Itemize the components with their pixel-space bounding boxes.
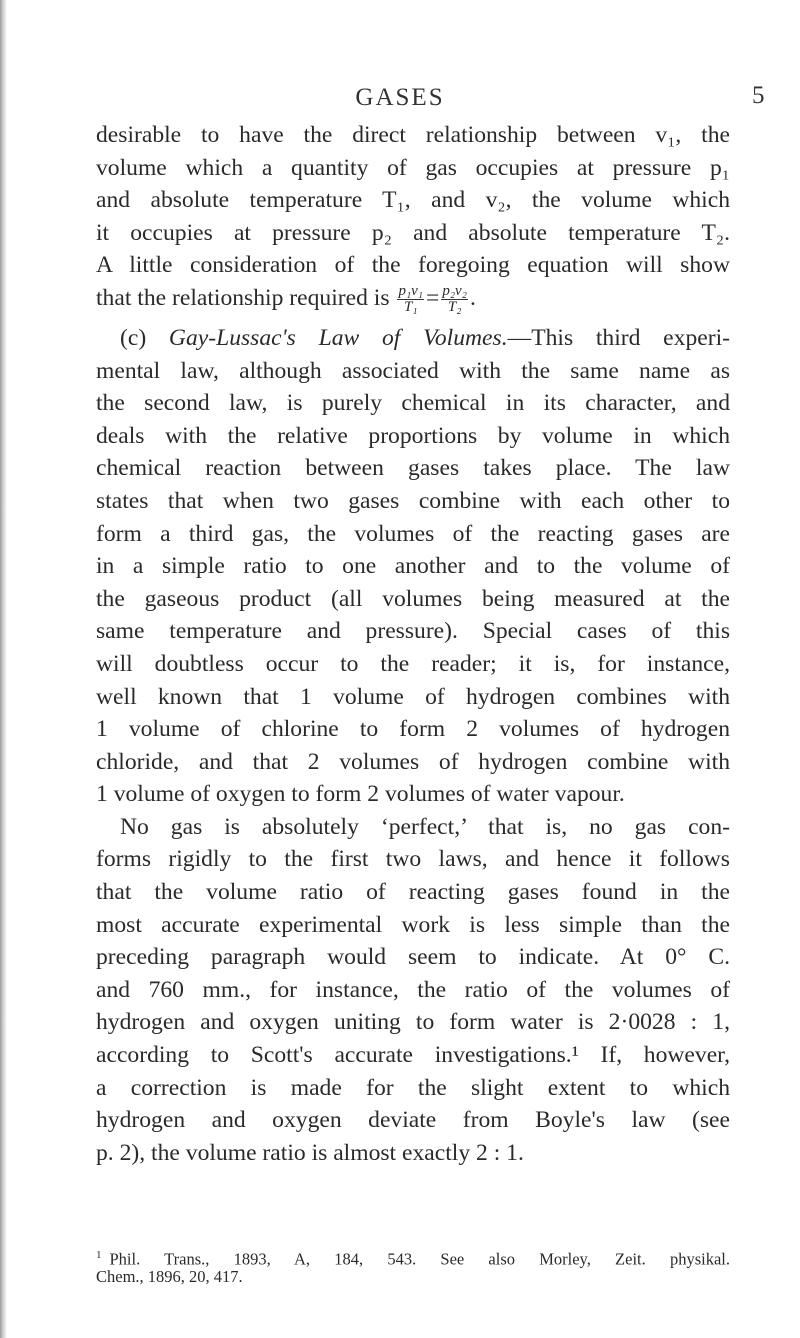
equation-equals: = — [426, 284, 440, 311]
footnote-line: Chem., 1896, 20, 417. — [96, 1267, 243, 1286]
text-line: No gas is absolutely ‘perfect,’ that is, no gas con- — [120, 813, 730, 840]
section-title: Gay-Lussac's Law of Volumes. — [168, 324, 508, 351]
text-line: preceding paragraph would seem to indicate. At 0° C. — [96, 944, 730, 971]
text-line: hydrogen and oxygen uniting to form water is 2·0028 : 1, — [96, 1009, 730, 1036]
text-line: well known that 1 volume of hydrogen combines with — [96, 683, 730, 710]
text-line: chloride, and that 2 volumes of hydrogen combine with — [96, 748, 730, 775]
footnotes — [96, 1244, 730, 1288]
section-first-line-rest: —This third experi- — [507, 324, 730, 351]
text-line: according to Scott's accurate investigations.¹ If, however, — [96, 1042, 730, 1069]
text-line: desirable to have the direct relationship between v₁, the — [96, 122, 730, 148]
equation-rhs-numerator: p₂v₂ — [442, 283, 467, 300]
text-line: most accurate experimental work is less simple than the — [96, 911, 730, 938]
equation-intro: that the relationship required is — [96, 284, 390, 311]
equation-lhs-denominator: T₁ — [403, 299, 418, 316]
text-line: forms rigidly to the first two laws, and hence it follows — [96, 846, 730, 873]
text-line: and absolute temperature T₁, and v₂, the volume which — [96, 187, 730, 214]
section-heading-line — [96, 322, 730, 355]
text-line: the second law, is purely chemical in its character, and — [96, 390, 730, 417]
text-line: mental law, although associated with the same name as — [96, 357, 730, 384]
equation-rhs-denominator: T₂ — [447, 299, 462, 316]
text-line: in a simple ratio to one another and to the volume of — [96, 553, 730, 580]
text-line: states that when two gases combine with each other to — [96, 487, 730, 514]
text-line: the gaseous product (all volumes being measured at the — [96, 585, 730, 612]
body-text — [96, 119, 730, 1169]
equation-period: . — [469, 284, 476, 311]
footnote-text: Phil. Trans., 1893, A, 184, 543. See also Morley, Zeit. physikal. — [109, 1249, 730, 1269]
text-line: A little consideration of the foregoing equation will show — [96, 252, 730, 279]
text-line: chemical reaction between gases takes place. The law — [96, 455, 730, 482]
text-line: form a third gas, the volumes of the reacting gases are — [96, 520, 730, 547]
text-line: same temperature and pressure). Special cases of this — [96, 618, 730, 645]
equation-lhs-numerator: p₁v₁ — [398, 283, 424, 300]
text-line: will doubtless occur to the reader; it is, for instance, — [96, 650, 730, 677]
text-line: 1 volume of chlorine to form 2 volumes of hydrogen — [96, 716, 730, 743]
text-line: that the volume ratio of reacting gases found in the — [96, 879, 730, 906]
footnote-line — [96, 1244, 730, 1269]
equation-rhs-fraction — [441, 284, 468, 315]
text-line: volume which a quantity of gas occupies at pressure p₁ — [96, 154, 730, 181]
footnote-marker: 1 — [96, 1249, 102, 1261]
text-line: it occupies at pressure p₂ and absolute temperature T₂. — [96, 219, 730, 246]
text-line: p. 2), the volume ratio is almost exactly 2 : 1. — [96, 1139, 524, 1166]
section-marker: (c) — [120, 324, 147, 351]
text-line: and 760 mm., for instance, the ratio of the volumes of — [96, 976, 730, 1003]
text-line: hydrogen and oxygen deviate from Boyle's law (see — [96, 1107, 730, 1134]
text-line: deals with the relative proportions by volume in which — [96, 422, 730, 449]
equation-lhs-fraction — [397, 284, 424, 315]
text-line: 1 volume of oxygen to form 2 volumes of water vapour. — [96, 781, 625, 808]
combined-gas-law-equation — [96, 282, 730, 322]
page-number: 5 — [752, 82, 765, 109]
running-title: GASES — [355, 84, 445, 111]
text-line: a correction is made for the slight extent to which — [96, 1074, 730, 1101]
